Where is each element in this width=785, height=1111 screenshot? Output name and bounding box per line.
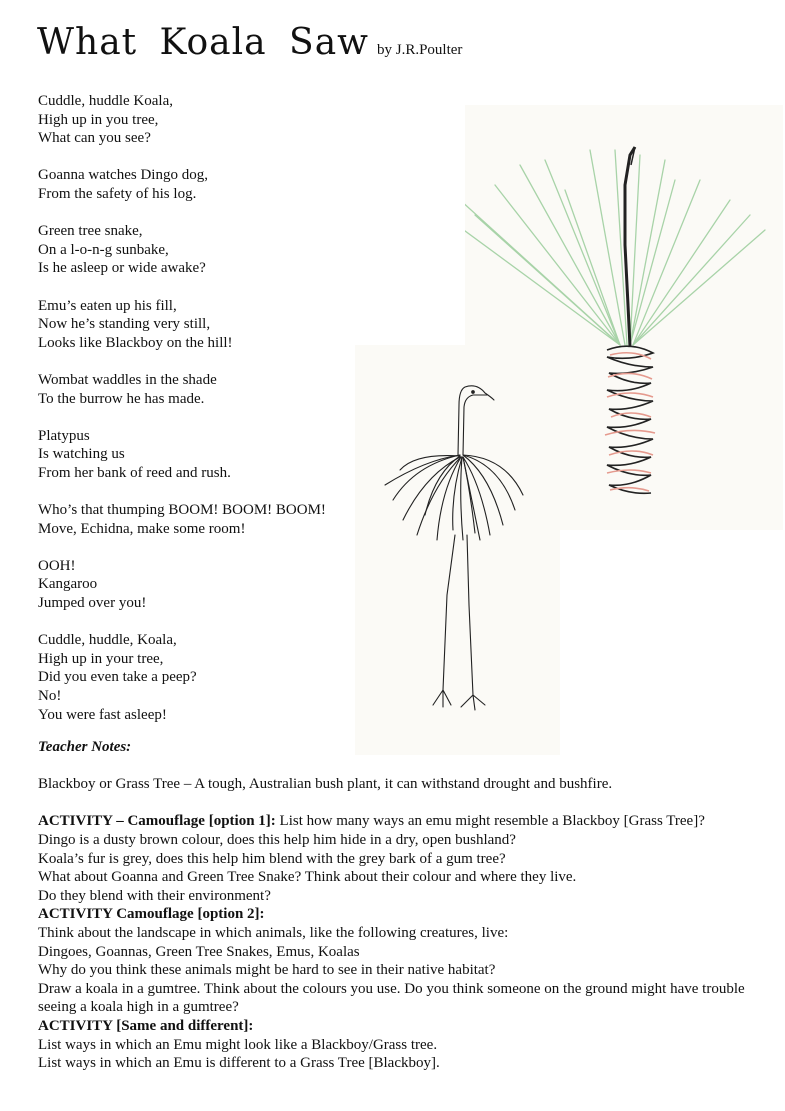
activity-2-line: Draw a koala in a gumtree. Think about the colours you use. Do you think someone on the ground might have trouble seeing a koala high in a gumtree? <box>38 980 745 1016</box>
poem-line: Move, Echidna, make some room! <box>38 520 246 537</box>
poem-stanza-8 <box>38 557 326 613</box>
poem-stanza-9 <box>38 631 326 724</box>
teacher-notes-heading: Teacher Notes: <box>38 739 132 755</box>
poem-line: Did you even take a peep? <box>38 669 197 686</box>
poem-line: What can you see? <box>38 130 151 147</box>
teacher-notes <box>38 738 758 1073</box>
poem-line: Emu’s eaten up his fill, <box>38 297 177 314</box>
activity-3-label: ACTIVITY [Same and different]: <box>38 1017 254 1034</box>
activity-2-line: Think about the landscape in which animals, like the following creatures, live: <box>38 924 509 941</box>
poem-line: Looks like Blackboy on the hill! <box>38 334 233 351</box>
poem-line: From her bank of reed and rush. <box>38 464 231 481</box>
poem-line: Jumped over you! <box>38 595 147 612</box>
poem-stanza-1 <box>38 92 326 148</box>
poem-stanza-7 <box>38 501 326 538</box>
activity-2-line: Why do you think these animals might be hard to see in their native habitat? <box>38 962 496 979</box>
poem-line: Who’s that thumping BOOM! BOOM! BOOM! <box>38 502 326 519</box>
activity-3-line: List ways in which an Emu is different to a Grass Tree [Blackboy]. <box>38 1055 440 1072</box>
activity-1-label: ACTIVITY – Camouflage [option 1]: <box>38 813 276 830</box>
poem-line: High up in you tree, <box>38 111 159 128</box>
author-byline: by J.R.Poulter <box>376 42 463 58</box>
activity-1-text: List how many ways an emu might resemble a Blackboy [Grass Tree]? <box>275 813 705 830</box>
title-row <box>37 22 462 63</box>
emu-icon <box>355 345 560 755</box>
poem-line: Cuddle, huddle Koala, <box>38 93 173 109</box>
activity-1-line: Do they blend with their environment? <box>38 887 271 904</box>
poem-line: Wombat waddles in the shade <box>38 371 217 388</box>
activity-2-heading <box>38 905 758 924</box>
poem-line: From the safety of his log. <box>38 185 197 202</box>
poem-line: To the burrow he has made. <box>38 390 205 407</box>
poem-line: You were fast asleep! <box>38 706 167 723</box>
poem-line: OOH! <box>38 557 76 574</box>
activity-1-intro <box>38 812 758 831</box>
poem-line: Platypus <box>38 427 90 444</box>
activity-3-line: List ways in which an Emu might look like a Blackboy/Grass tree. <box>38 1036 438 1053</box>
activity-2-label: ACTIVITY Camouflage [option 2]: <box>38 906 265 923</box>
poem-stanza-5 <box>38 371 326 408</box>
poem-line: Is watching us <box>38 446 125 463</box>
poem-line: Now he’s standing very still, <box>38 316 211 333</box>
poem-line: High up in your tree, <box>38 650 164 667</box>
poem-line: Cuddle, huddle, Koala, <box>38 632 177 649</box>
activity-1-line: Dingo is a dusty brown colour, does this help him hide in a dry, open bushland? <box>38 831 516 848</box>
poem-stanza-4 <box>38 297 326 353</box>
activity-3-heading <box>38 1017 758 1036</box>
activity-1-line: What about Goanna and Green Tree Snake? Think about their colour and where they live. <box>38 869 577 886</box>
poem-line: On a l-o-n-g sunbake, <box>38 241 169 258</box>
page-title: What Koala Saw <box>37 22 369 63</box>
emu-illustration <box>355 345 560 755</box>
poem-line: Goanna watches Dingo dog, <box>38 167 208 184</box>
notes-intro: Blackboy or Grass Tree – A tough, Australian bush plant, it can withstand drought and bushfire. <box>38 776 613 793</box>
poem-stanza-2 <box>38 166 326 203</box>
activity-2-line: Dingoes, Goannas, Green Tree Snakes, Emus, Koalas <box>38 943 360 960</box>
poem-stanza-6 <box>38 427 326 483</box>
activity-1-line: Koala’s fur is grey, does this help him blend with the grey bark of a gum tree? <box>38 850 506 867</box>
poem-line: No! <box>38 688 62 704</box>
poem-stanza-3 <box>38 222 326 278</box>
poem-line: Is he asleep or wide awake? <box>38 260 206 277</box>
poem <box>38 92 326 743</box>
poem-line: Green tree snake, <box>38 223 143 240</box>
poem-line: Kangaroo <box>38 576 98 593</box>
